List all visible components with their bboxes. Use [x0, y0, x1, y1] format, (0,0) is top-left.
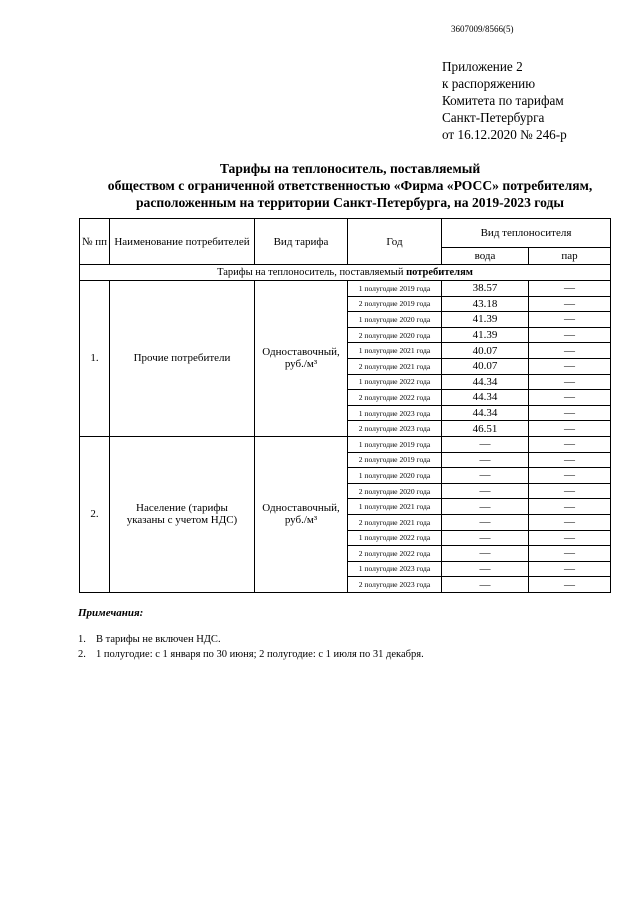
period-cell: 1 полугодие 2021 года [348, 499, 442, 515]
steam-value: — [529, 530, 611, 546]
appendix-line: к распоряжению [442, 76, 536, 91]
water-value: — [442, 530, 529, 546]
title-line: расположенным на территории Санкт-Петербурга, на 2019-2023 годы [135, 195, 564, 210]
water-value: 44.34 [442, 374, 529, 390]
header-water: вода [442, 248, 529, 265]
steam-value: — [529, 577, 611, 593]
steam-value: — [529, 483, 611, 499]
row-number: 2. [80, 436, 110, 592]
water-value: 46.51 [442, 421, 529, 437]
water-value: — [442, 561, 529, 577]
period-cell: 2 полугодие 2023 года [348, 421, 442, 437]
document-number: 3607009/8566(5) [451, 24, 514, 34]
period-cell: 1 полугодие 2021 года [348, 343, 442, 359]
period-cell: 1 полугодие 2023 года [348, 405, 442, 421]
header-tariff-type: Вид тарифа [255, 219, 348, 265]
water-value: — [442, 546, 529, 562]
period-cell: 1 полугодие 2020 года [348, 312, 442, 328]
period-cell: 2 полугодие 2023 года [348, 577, 442, 593]
title-line: Тарифы на теплоноситель, поставляемый [219, 161, 481, 176]
steam-value: — [529, 374, 611, 390]
water-value: — [442, 483, 529, 499]
header-steam: пар [529, 248, 611, 265]
header-consumer: Наименование потребителей [110, 219, 255, 265]
appendix-block [442, 58, 567, 143]
appendix-line: Приложение 2 [442, 59, 523, 74]
appendix-line: от 16.12.2020 № 246-р [442, 127, 567, 142]
period-cell: 1 полугодие 2022 года [348, 374, 442, 390]
water-value: 41.39 [442, 312, 529, 328]
period-cell: 1 полугодие 2020 года [348, 468, 442, 484]
water-value: — [442, 499, 529, 515]
row-number: 1. [80, 281, 110, 437]
title-line: обществом с ограниченной ответственностью «Фирма «РОСС» потребителям, [107, 178, 593, 193]
water-value: 40.07 [442, 358, 529, 374]
header-num: № пп [80, 219, 110, 265]
period-cell: 2 полугодие 2020 года [348, 327, 442, 343]
period-cell: 1 полугодие 2019 года [348, 281, 442, 297]
period-cell: 2 полугодие 2022 года [348, 390, 442, 406]
water-value: 44.34 [442, 390, 529, 406]
steam-value: — [529, 327, 611, 343]
water-value: — [442, 577, 529, 593]
notes-title: Примечания: [78, 607, 144, 619]
table-row [80, 281, 611, 297]
water-value: 43.18 [442, 296, 529, 312]
period-cell: 2 полугодие 2019 года [348, 452, 442, 468]
steam-value: — [529, 343, 611, 359]
section-label [80, 265, 611, 281]
water-value: 41.39 [442, 327, 529, 343]
steam-value: — [529, 499, 611, 515]
header-carrier: Вид теплоносителя [442, 219, 611, 248]
section-label-bold: потребителям [406, 267, 473, 278]
steam-value: — [529, 358, 611, 374]
period-cell: 1 полугодие 2023 года [348, 561, 442, 577]
tariff-type: Одноставочный, руб./м³ [255, 436, 348, 592]
consumer-name: Прочие потребители [110, 281, 255, 437]
water-value: — [442, 514, 529, 530]
water-value: — [442, 452, 529, 468]
water-value: 44.34 [442, 405, 529, 421]
steam-value: — [529, 312, 611, 328]
note-item: 2. 1 полугодие: с 1 января по 30 июня; 2 полугодие: с 1 июля по 31 декабря. [78, 649, 424, 660]
period-cell: 2 полугодие 2021 года [348, 358, 442, 374]
appendix-line: Комитета по тарифам [442, 93, 564, 108]
period-cell: 2 полугодие 2021 года [348, 514, 442, 530]
section-label-prefix: Тарифы на теплоноситель, поставляемый [217, 267, 404, 278]
steam-value: — [529, 561, 611, 577]
water-value: — [442, 468, 529, 484]
steam-value: — [529, 468, 611, 484]
consumer-name: Население (тарифы указаны с учетом НДС) [110, 436, 255, 592]
steam-value: — [529, 421, 611, 437]
period-cell: 1 полугодие 2019 года [348, 436, 442, 452]
header-year: Год [348, 219, 442, 265]
steam-value: — [529, 546, 611, 562]
water-value: 40.07 [442, 343, 529, 359]
steam-value: — [529, 296, 611, 312]
steam-value: — [529, 436, 611, 452]
appendix-line: Санкт-Петербурга [442, 110, 545, 125]
document-title [60, 160, 640, 211]
period-cell: 2 полугодие 2019 года [348, 296, 442, 312]
notes-list [78, 632, 424, 662]
steam-value: — [529, 452, 611, 468]
tariff-type: Одноставочный, руб./м³ [255, 281, 348, 437]
steam-value: — [529, 281, 611, 297]
water-value: — [442, 436, 529, 452]
steam-value: — [529, 390, 611, 406]
water-value: 38.57 [442, 281, 529, 297]
tariff-table [79, 218, 611, 593]
steam-value: — [529, 514, 611, 530]
table-row [80, 436, 611, 452]
steam-value: — [529, 405, 611, 421]
period-cell: 2 полугодие 2020 года [348, 483, 442, 499]
note-item: 1. В тарифы не включен НДС. [78, 634, 221, 645]
period-cell: 1 полугодие 2022 года [348, 530, 442, 546]
period-cell: 2 полугодие 2022 года [348, 546, 442, 562]
